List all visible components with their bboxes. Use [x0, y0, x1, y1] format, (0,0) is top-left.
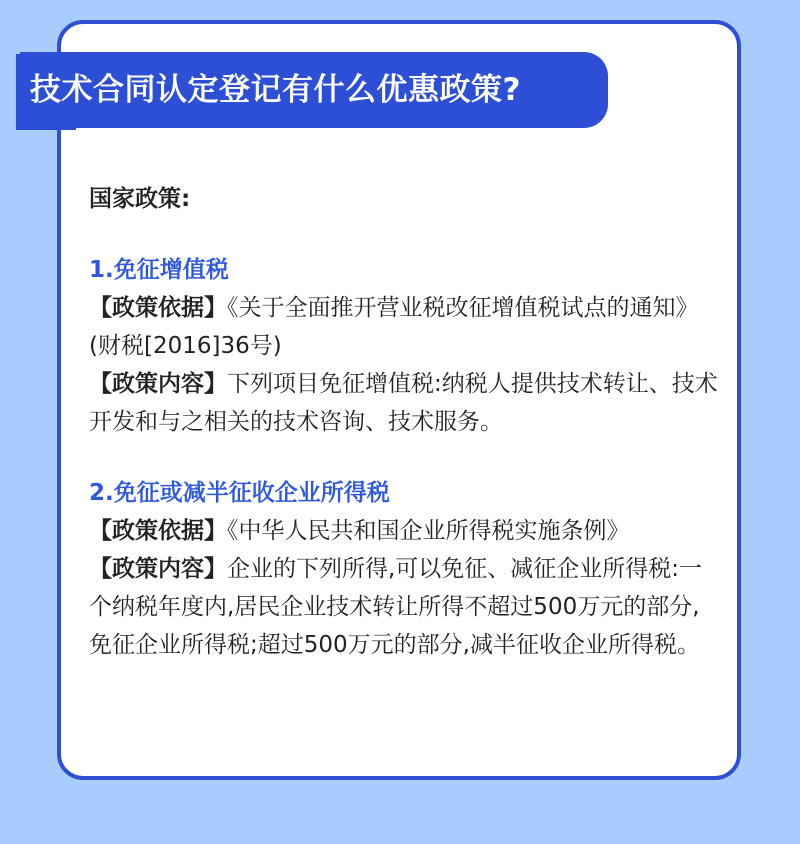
section-gap: [89, 441, 719, 474]
basis-text: 《关于全面推开营业税改征增值税试点的通知》(财税[2016]36号): [89, 295, 699, 359]
content-tag: 【政策内容】: [89, 371, 227, 397]
basis-text: 《中华人民共和国企业所得税实施条例》: [227, 518, 630, 544]
policy-content: [89, 180, 719, 664]
national-policy-label: 国家政策:: [89, 186, 191, 212]
policy-content-text: [89, 365, 719, 441]
section-heading: 1.免征增值税: [89, 257, 229, 283]
policy-section-1: [89, 251, 719, 441]
page-title: 技术合同认定登记有什么优惠政策?: [20, 52, 608, 128]
section-heading: 2.免征或减半征收企业所得税: [89, 480, 390, 506]
policy-content-text: [89, 550, 719, 664]
policy-basis: [89, 289, 719, 365]
content-text: 企业的下列所得,可以免征、减征企业所得税:一个纳税年度内,居民企业技术转让所得不超过500万元的部分,免征企业所得税;超过500万元的部分,减半征收企业所得税。: [89, 556, 703, 658]
basis-tag: 【政策依据】: [89, 295, 227, 321]
policy-basis: [89, 512, 719, 550]
content-text: 下列项目免征增值税:纳税人提供技术转让、技术开发和与之相关的技术咨询、技术服务。: [89, 371, 718, 435]
content-tag: 【政策内容】: [89, 556, 227, 582]
basis-tag: 【政策依据】: [89, 518, 227, 544]
policy-section-2: [89, 474, 719, 664]
